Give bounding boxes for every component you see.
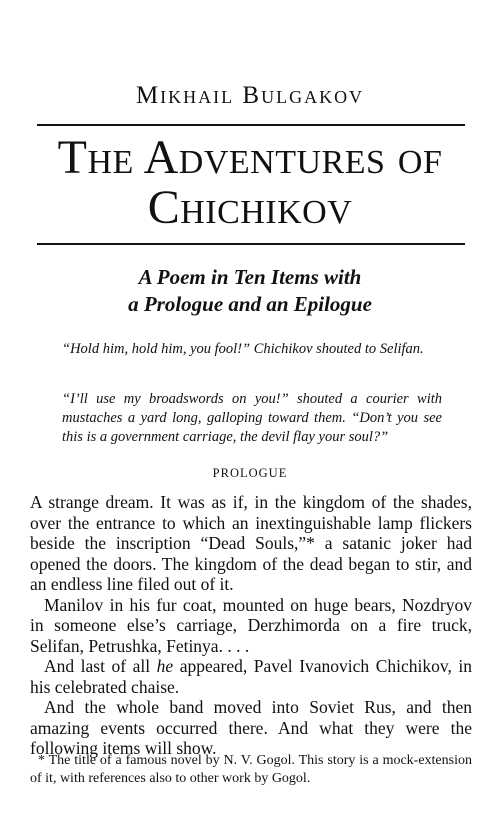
- subtitle-line-1: A Poem in Ten Items with: [138, 265, 362, 289]
- author-name: Mikhail Bulgakov: [135, 82, 365, 109]
- top-divider-rule: [37, 124, 465, 126]
- paragraph-3-start: And last of all: [44, 656, 157, 676]
- book-title-line-2: Chichikov: [147, 181, 353, 234]
- paragraph-3-end: appeared, Pavel Ivanovich Chichikov, in his celebrated chaise.: [30, 656, 473, 697]
- subtitle-line-2: a Prologue and an Epilogue: [128, 292, 372, 316]
- book-title: [0, 133, 500, 233]
- paragraph-1: A strange dream. It was as if, in the kingdom of the shades, over the entrance to which an inextinguishable lamp flickers beside the inscription “Dead Souls,”* a satanic joker had opened the doors. The kingdom of the dead began to stir, and an endless line filed out of it.: [30, 492, 472, 594]
- paragraph-4: And the whole band moved into Soviet Rus, and then amazing events occurred there. And what they were the following items will show.: [30, 697, 472, 758]
- footnote: [30, 752, 472, 788]
- epigraph-1: “Hold him, hold him, you fool!” Chichikov shouted to Selifan.: [62, 341, 424, 357]
- paragraph-2: Manilov in his fur coat, mounted on huge bears, Nozdryov in someone else’s carriage, Derzhimorda on a fire truck, Selifan, Petrushka, Fetinya. . . .: [30, 594, 472, 656]
- subtitle: [0, 264, 500, 318]
- footnote-text: * The title of a famous novel by N. V. Gogol. This story is a mock-extension of it, with references also to other work by Gogol.: [30, 753, 472, 786]
- bottom-divider-rule: [37, 243, 465, 245]
- epigraph-2: “I’ll use my broadswords on you!” shouted a courier with mustaches a yard long, galloping toward them. “Don’t you see this is a government carriage, the devil flay your soul?”: [62, 391, 442, 445]
- paragraph-3: [30, 656, 472, 697]
- prologue-body: [30, 492, 472, 759]
- paragraph-3-emphasis: he: [156, 656, 174, 676]
- section-heading: PROLOGUE: [212, 466, 288, 480]
- book-title-line-1: The Adventures of: [57, 131, 443, 184]
